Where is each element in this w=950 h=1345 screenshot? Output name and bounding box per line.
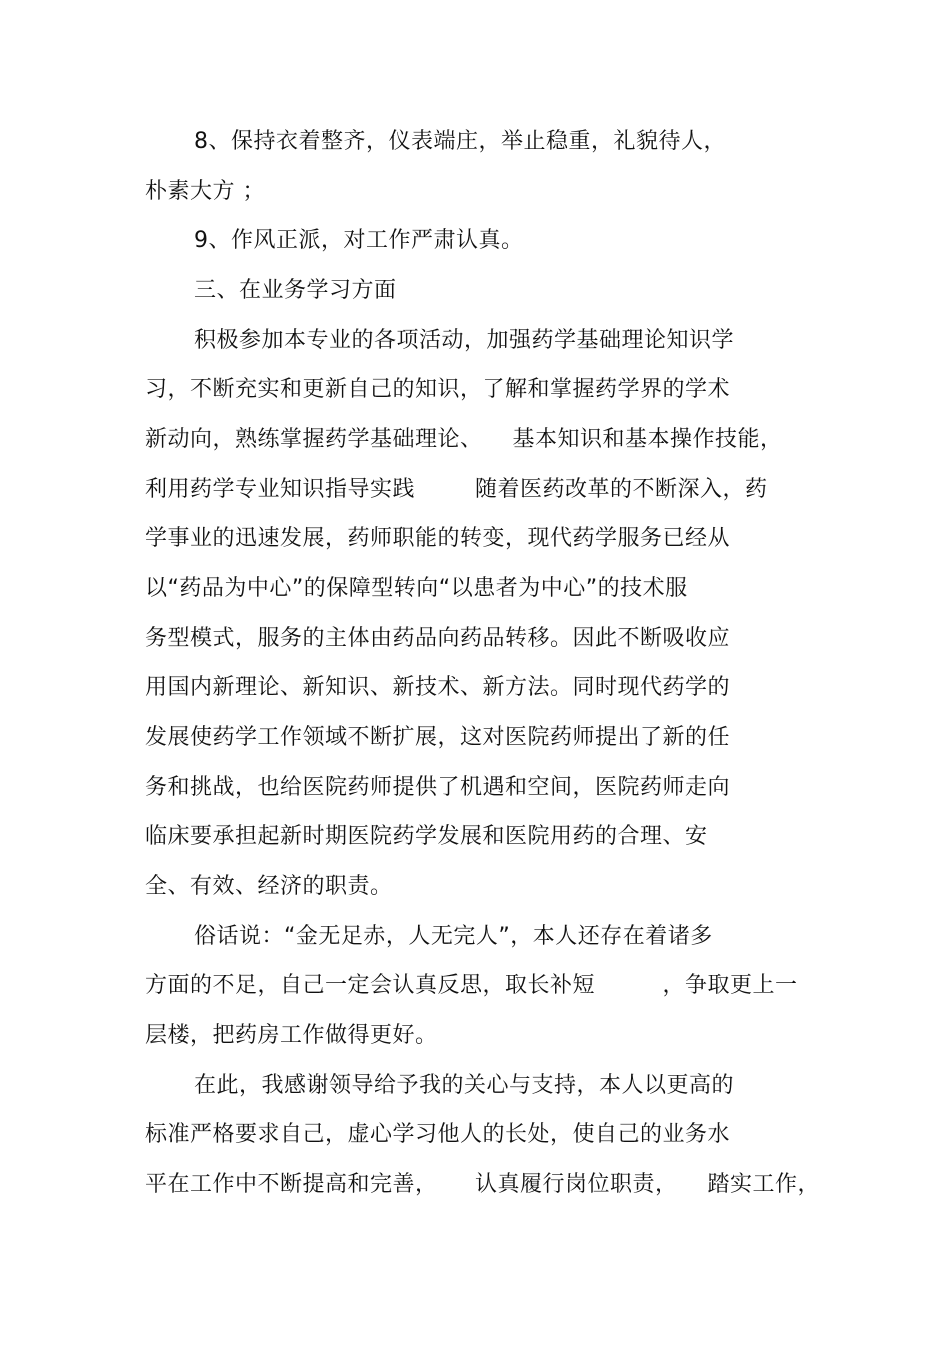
paragraph-line: 利用药学专业知识指导实践 随着医药改革的不断深入，药 <box>145 477 768 502</box>
paragraph-line: 习，不断充实和更新自己的知识，了解和掌握药学界的学术 <box>145 377 731 402</box>
paragraph-line: 9、作风正派，对工作严肃认真。 <box>194 228 524 253</box>
paragraph-line: 层楼，把药房工作做得更好。 <box>145 1023 438 1048</box>
paragraph-line: 平在工作中不断提高和完善， 认真履行岗位职责， 踏实工作， <box>145 1172 820 1197</box>
paragraph-line: 朴素大方 ； <box>145 179 265 204</box>
paragraph-line: 标准严格要求自己，虚心学习他人的长处，使自己的业务水 <box>145 1122 731 1147</box>
section-heading: 三、在业务学习方面 <box>194 278 397 303</box>
paragraph-line: 临床要承担起新时期医院药学发展和医院用药的合理、安 <box>145 824 708 849</box>
paragraph-line: 8、保持衣着整齐，仪表端庄，举止稳重，礼貌待人， <box>194 129 726 154</box>
paragraph-line: 全、有效、经济的职责。 <box>145 874 393 899</box>
paragraph-line: 方面的不足，自己一定会认真反思，取长补短 ，争取更上一 <box>145 973 798 998</box>
paragraph-line: 学事业的迅速发展，药师职能的转变，现代药学服务已经从 <box>145 526 731 551</box>
paragraph-line: 在此，我感谢领导给予我的关心与支持，本人以更高的 <box>194 1073 735 1098</box>
paragraph-line: 用国内新理论、新知识、新技术、新方法。同时现代药学的 <box>145 675 731 700</box>
paragraph-line: 务型模式，服务的主体由药品向药品转移。因此不断吸收应 <box>145 626 731 651</box>
paragraph-line: 以“药品为中心”的保障型转向“以患者为中心”的技术服 <box>145 576 688 601</box>
paragraph-line: 新动向，熟练掌握药学基础理论、 基本知识和基本操作技能， <box>145 427 783 452</box>
paragraph-line: 务和挑战，也给医院药师提供了机遇和空间，医院药师走向 <box>145 775 731 800</box>
paragraph-line: 积极参加本专业的各项活动，加强药学基础理论知识学 <box>194 328 735 353</box>
paragraph-line: 发展使药学工作领域不断扩展，这对医院药师提出了新的任 <box>145 725 731 750</box>
paragraph-line: 俗话说：“金无足赤，人无完人”，本人还存在着诸多 <box>194 924 713 949</box>
